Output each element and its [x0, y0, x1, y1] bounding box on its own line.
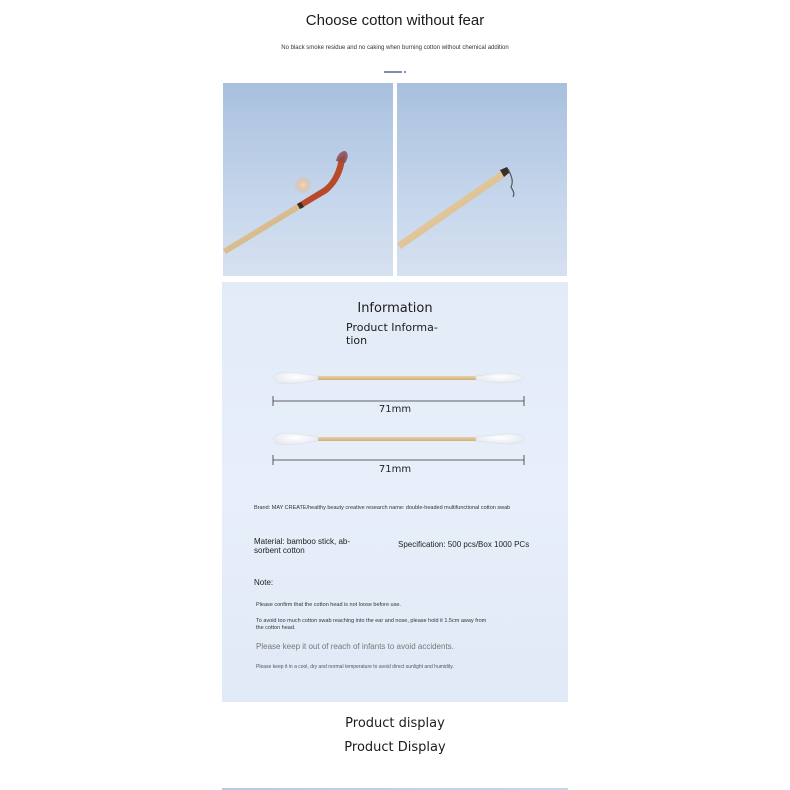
note-item: Please confirm that the cotton head is not loose before use. — [256, 602, 401, 608]
product-display-heading: Product display — [345, 716, 445, 731]
information-panel — [222, 282, 568, 702]
swab-dimension-diagram — [222, 282, 568, 482]
title-divider — [384, 71, 402, 73]
note-item: Please keep it out of reach of infants to avoid accidents. — [256, 642, 454, 651]
page-title: Choose cotton without fear — [305, 12, 485, 29]
note-item: To avoid too much cotton swab reaching into the ear and nose, please hold it 1.5cm away from the cotton head. — [256, 618, 487, 631]
round-tip-swab — [274, 433, 524, 445]
length-label: 71mm — [378, 404, 412, 415]
specification-text: Specification: 500 pcs/Box 1000 PCs — [398, 540, 530, 549]
page-subtitle: No black smoke residue and no caking when burning cotton without chemical addition — [281, 45, 509, 51]
brand-line: Brand: MAY CREATE/healthy beauty creative research name: double-headed multifunctional cotton swab — [254, 505, 511, 511]
note-item: Please keep it in a cool, dry and normal temperature to avoid direct sunlight and humidity. — [256, 664, 454, 670]
material-text: Material: bamboo stick, ab- sorbent cotton — [254, 537, 351, 555]
burnt-swab-photo — [397, 83, 567, 276]
info-heading: Information — [357, 301, 433, 316]
bamboo-stick — [223, 204, 300, 254]
info-subheading: Product Informa- tion — [346, 321, 438, 347]
title-divider-dot — [404, 71, 406, 73]
pointed-tip-swab — [274, 372, 524, 384]
burning-swab-photo — [223, 83, 393, 276]
length-label: 71mm — [378, 464, 412, 475]
bamboo-stick — [397, 171, 505, 249]
note-label: Note: — [254, 578, 274, 587]
product-display-subheading: Product Display — [344, 740, 446, 755]
